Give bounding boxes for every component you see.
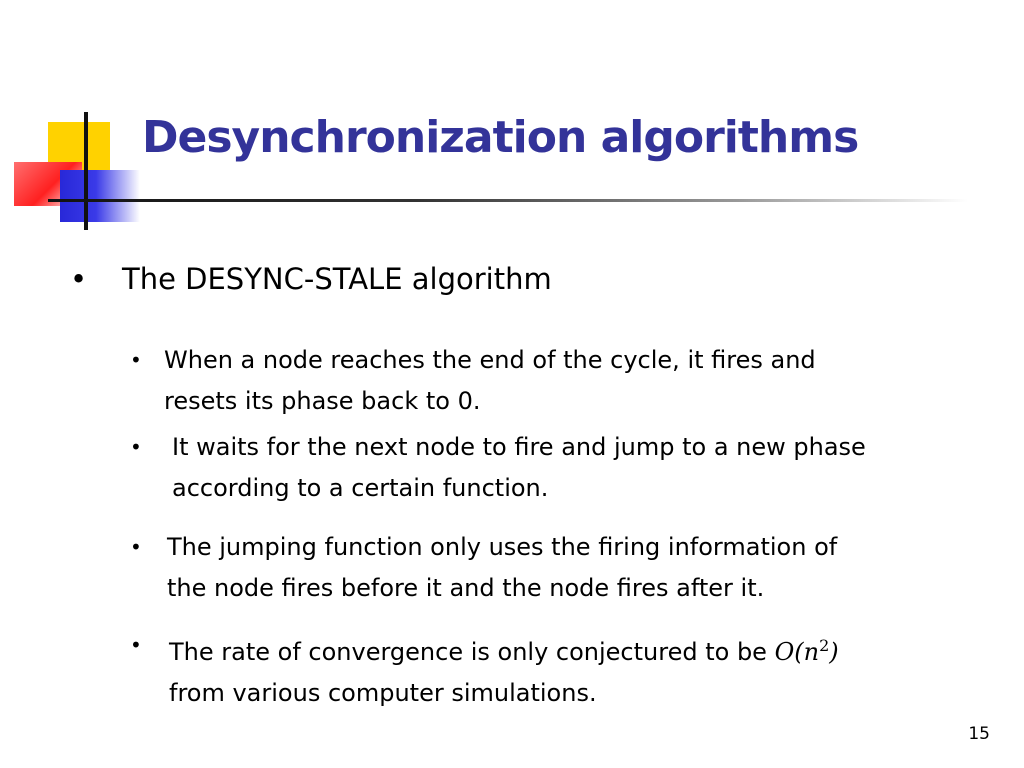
sub-bullet-2	[130, 427, 866, 509]
bullet-line: It waits for the next node to fire and jump to a new phase	[172, 433, 866, 461]
bullet-line: resets its phase back to 0.	[164, 387, 481, 415]
bullet-dot: •	[130, 435, 142, 459]
slide-logo-decoration	[0, 0, 150, 240]
bullet-text: The DESYNC-STALE algorithm	[122, 262, 552, 296]
bullet-line: the node fires before it and the node fires after it.	[167, 574, 765, 602]
math-exponent: 2	[819, 636, 830, 655]
logo-vertical-line	[84, 112, 88, 230]
bullet-line: When a node reaches the end of the cycle, it fires and	[164, 346, 816, 374]
bullet-dot: •	[130, 348, 142, 372]
sub-bullet-1	[130, 340, 816, 422]
bullet-line: The jumping function only uses the firing information of	[167, 533, 838, 561]
sub-bullet-4	[130, 625, 839, 714]
big-o-formula	[775, 638, 839, 666]
math-close: )	[829, 638, 839, 666]
bullet-line	[169, 625, 839, 673]
slide-title: Desynchronization algorithms	[142, 112, 859, 163]
math-base: O(n	[774, 638, 820, 666]
logo-blue-square	[60, 170, 140, 222]
title-underline	[48, 199, 968, 202]
page-number: 15	[968, 724, 990, 744]
bullet-dot: •	[130, 535, 142, 559]
bullet-line: from various computer simulations.	[169, 679, 597, 707]
bullet-line: according to a certain function.	[172, 474, 549, 502]
sub-bullet-3	[130, 527, 837, 609]
bullet-dot: •	[130, 633, 142, 657]
bullet-dot: •	[70, 262, 88, 296]
bullet-line-prefix: The rate of convergence is only conjectured to be	[169, 638, 775, 666]
